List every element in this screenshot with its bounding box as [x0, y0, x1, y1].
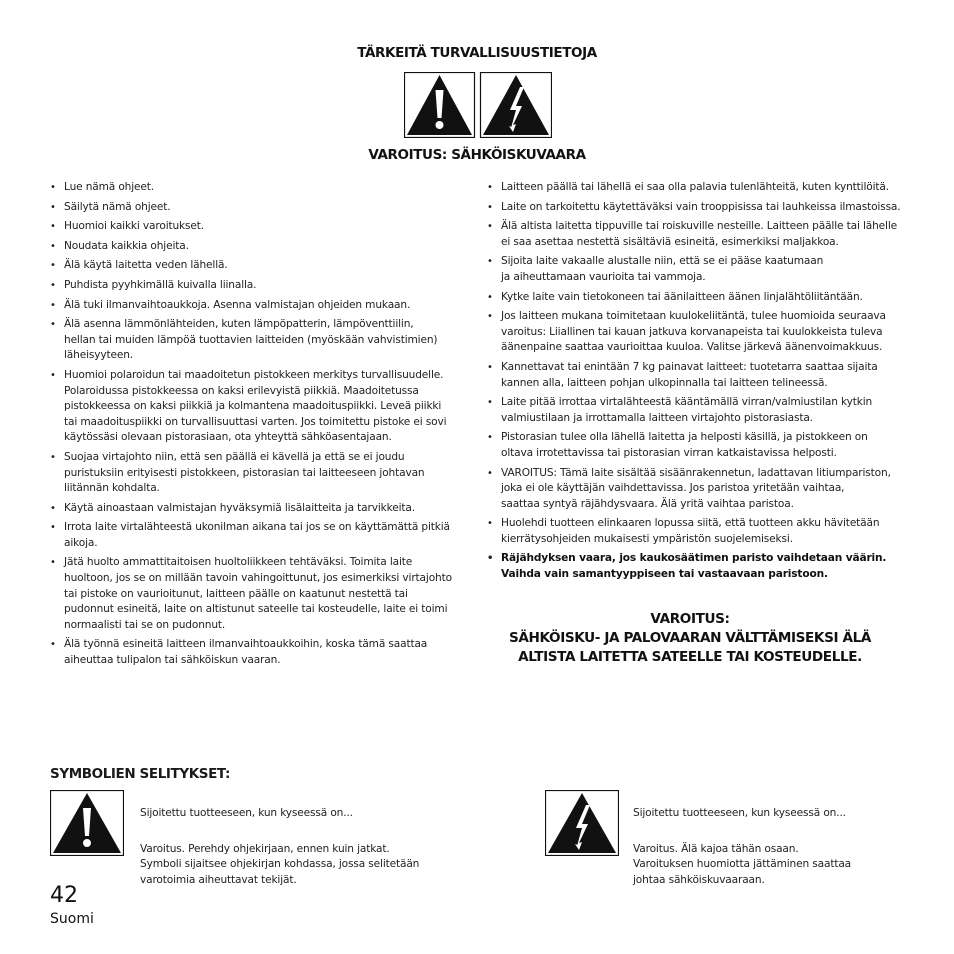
- list-item: • Jos laitteen mukana toimitetaan kuulokeliitäntä, tulee huomioida seuraava varoitus: Liiallinen tai kauan jatkuva korvanapeista tai kuulokkeista tuleva äänenpaine saattaa vaurioittaa kuuloa. Valitse järkevä äänenvoimakkuus.: [487, 309, 907, 356]
- symbols-heading: SYMBOLIEN SELITYKSET:: [50, 766, 230, 782]
- symbol-explanation-warning: [140, 790, 460, 909]
- page-number: 42: [50, 883, 78, 908]
- list-item: • Irrota laite virtalähteestä ukonilman aikana tai jos se on käyttämättä pitkiä aikoja.: [50, 520, 468, 551]
- list-item: • Älä altista laitetta tippuville tai roiskuville nesteille. Laitteen päälle tai lähelle ei saa asettaa nestettä sisältäviä esineitä, esimerkiksi maljakkoa.: [487, 219, 907, 250]
- symbol-placement-text: Sijoitettu tuotteeseen, kun kyseessä on...: [633, 806, 846, 819]
- safety-list-left: [50, 180, 468, 673]
- list-item: • VAROITUS: Tämä laite sisältää sisäänrakennetun, ladattavan litiumpariston, joka ei ole käyttäjän vaihdettavissa. Jos paristoa yritetään vaihtaa, saattaa syntyä räjähdysvaara. Älä yritä vaihtaa paristoa.: [487, 466, 907, 513]
- lightning-triangle-icon: [545, 790, 619, 856]
- list-item: • Lue nämä ohjeet.: [50, 180, 468, 196]
- list-item: • Jätä huolto ammattitaitoisen huoltoliikkeen tehtäväksi. Toimita laite huoltoon, jos se on millään tavoin vahingoittunut, jos esimerkiksi virtajohto tai pistoke on vaurioitunut, laitteen päälle on kaatunut nestettä tai pudonnut esineitä, laite on altistunut sateelle tai kosteudelle, laite ei toimi normaalisti tai se on pudonnut.: [50, 555, 468, 633]
- list-item: • Laite pitää irrottaa virtalähteestä kääntämällä virran/valmiustilan kytkin valmiustilaan ja irrottamalla laitteen virtajohto pistorasiasta.: [487, 395, 907, 426]
- symbol-explanation-shock: [633, 790, 913, 909]
- list-item: • Pistorasian tulee olla lähellä laitetta ja helposti käsillä, ja pistokkeen on oltava irrotettavissa tai pistorasian virran katkaistavissa helposti.: [487, 430, 907, 461]
- list-item: • Älä työnnä esineitä laitteen ilmanvaihtoaukkoihin, koska tämä saattaa aiheuttaa tulipalon tai sähköiskun vaaran.: [50, 637, 468, 668]
- list-item: • Säilytä nämä ohjeet.: [50, 200, 468, 216]
- list-item: • Suojaa virtajohto niin, että sen päällä ei kävellä ja että se ei joudu puristuksiin erityisesti pistokkeen, pistorasian tai laitteeseen johtavan liitännän kohdalta.: [50, 450, 468, 497]
- list-item: • Kytke laite vain tietokoneen tai äänilaitteen äänen linjalähtöliitäntään.: [487, 290, 907, 306]
- warning-symbols: [404, 72, 552, 138]
- safety-list-right: [487, 180, 907, 587]
- list-item: • Huomioi kaikki varoitukset.: [50, 219, 468, 235]
- lightning-triangle-icon: [481, 73, 552, 138]
- list-item: • Sijoita laite vakaalle alustalle niin, että se ei pääse kaatumaan ja aiheuttamaan vaurioita tai vammoja.: [487, 254, 907, 285]
- symbol-description-text: Varoitus. Perehdy ohjekirjaan, ennen kuin jatkat. Symboli sijaitsee ohjekirjan kohdassa, jossa selitetään varotoimia aiheuttavat tekijät.: [140, 842, 420, 886]
- exclamation-triangle-icon: [50, 790, 124, 856]
- list-item: • Älä käytä laitetta veden lähellä.: [50, 258, 468, 274]
- list-item: • Älä asenna lämmönlähteiden, kuten lämpöpatterin, lämpöventtiilin, hellan tai muiden lämpöä tuottavien laitteiden (myöskään vahvistimien) läheisyyteen.: [50, 317, 468, 364]
- list-item: • Laite on tarkoitettu käytettäväksi vain trooppisissa tai lauhkeissa ilmastoissa.: [487, 200, 907, 216]
- list-item: • Käytä ainoastaan valmistajan hyväksymiä lisälaitteita ja tarvikkeita.: [50, 501, 468, 517]
- list-item: • Noudata kaikkia ohjeita.: [50, 239, 468, 255]
- list-item: • Kannettavat tai enintään 7 kg painavat laitteet: tuotetarra saattaa sijaita kannen alla, laitteen pohjan ulkopinnalla tai laitteen telineessä.: [487, 360, 907, 391]
- list-item: • Huolehdi tuotteen elinkaaren lopussa siitä, että tuotteen akku hävitetään kierrätysohjeiden mukaisesti ympäristön suojelemiseksi.: [487, 516, 907, 547]
- list-item: • Älä tuki ilmanvaihtoaukkoja. Asenna valmistajan ohjeiden mukaan.: [50, 298, 468, 314]
- page-title: TÄRKEITÄ TURVALLISUUSTIETOJA: [357, 45, 597, 61]
- list-item: • Puhdista pyyhkimällä kuivalla liinalla.: [50, 278, 468, 294]
- page-language: Suomi: [50, 911, 94, 927]
- battery-warning-item: • Räjähdyksen vaara, jos kaukosäätimen paristo vaihdetaan väärin. Vaihda vain samantyyppiseen tai vastaavaan paristoon.: [487, 551, 907, 582]
- warning-heading: VAROITUS: SÄHKÖISKUVAARA: [368, 147, 586, 163]
- symbol-description-text: Varoitus. Älä kajoa tähän osaan. Varoituksen huomiotta jättäminen saattaa johtaa sähköiskuvaaraan.: [633, 842, 852, 886]
- exclamation-triangle-icon: [405, 73, 475, 138]
- list-item: • Huomioi polaroidun tai maadoitetun pistokkeen merkitys turvallisuudelle. Polaroidussa pistokkeessa on kaksi erilevyistä piikkiä. Maadoitetussa pistokkeessa on kaksi piikkiä ja kolmantena maadoituspiikki. Leveä piikki tai maadoituspiikki on turvallisuuttasi varten. Jos toimitettu pistoke ei sovi käytössäsi olevaan pistorasiaan, ota yhteyttä sähköasentajaan.: [50, 368, 468, 446]
- list-item: • Laitteen päällä tai lähellä ei saa olla palavia tulenlähteitä, kuten kynttilöitä.: [487, 180, 907, 196]
- rain-moisture-warning: VAROITUS: SÄHKÖISKU- JA PALOVAARAN VÄLTTÄMISEKSI ÄLÄ ALTISTA LAITETTA SATEELLE TAI KOSTEUDELLE.: [509, 611, 871, 665]
- symbol-placement-text: Sijoitettu tuotteeseen, kun kyseessä on...: [140, 806, 353, 819]
